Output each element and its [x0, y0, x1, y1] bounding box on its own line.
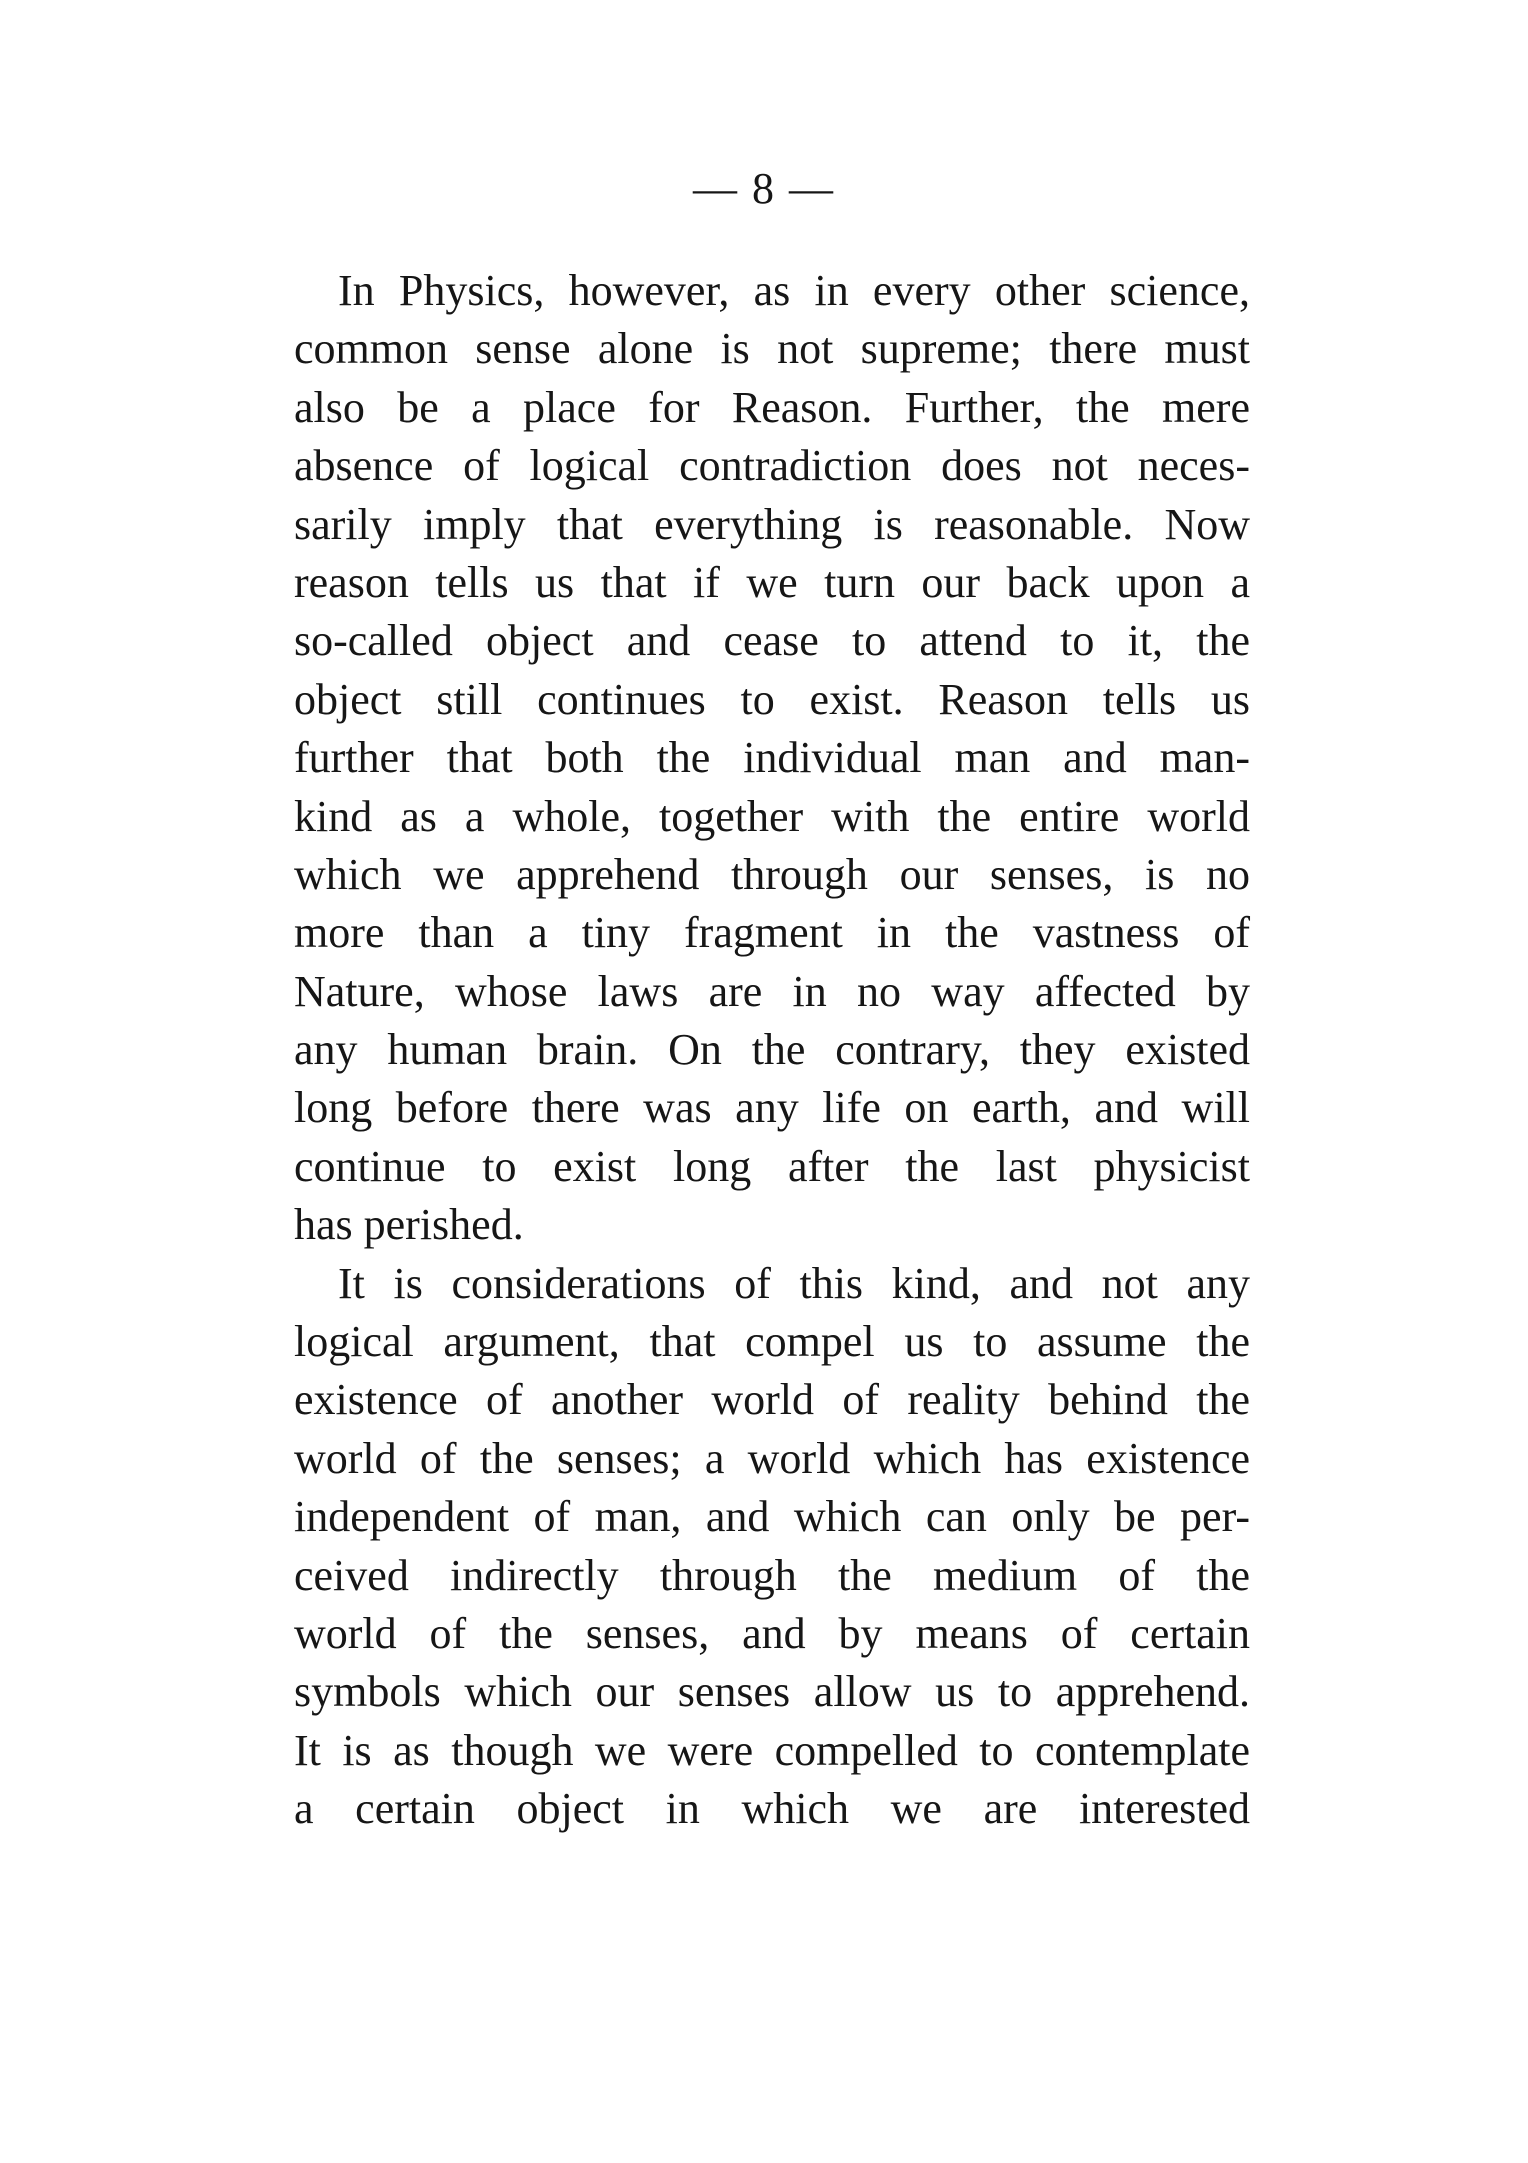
text-line: independent of man, and which can only be per-: [294, 1492, 1250, 1542]
text-line: absence of logical contradiction does not neces-: [294, 441, 1250, 491]
text-line: object still continues to exist. Reason tells us: [294, 674, 1250, 724]
text-line: world of the senses, and by means of certain: [294, 1608, 1250, 1658]
body-text: [294, 262, 1250, 1839]
text-line: so-called object and cease to attend to it, the: [294, 616, 1250, 666]
text-line: common sense alone is not supreme; there must: [294, 324, 1250, 374]
text-line: more than a tiny fragment in the vastness of: [294, 908, 1250, 958]
text-line: a certain object in which we are interested: [294, 1784, 1250, 1834]
text-line: logical argument, that compel us to assume the: [294, 1317, 1250, 1367]
text-line: Nature, whose laws are in no way affected by: [294, 966, 1250, 1016]
text-line: It is as though we were compelled to contemplate: [294, 1725, 1250, 1775]
text-line: which we apprehend through our senses, is no: [294, 849, 1250, 899]
text-line: further that both the individual man and man-: [294, 733, 1250, 783]
text-line: existence of another world of reality behind the: [294, 1375, 1250, 1425]
text-line: world of the senses; a world which has existence: [294, 1433, 1250, 1483]
text-line: It is considerations of this kind, and not any: [338, 1258, 1250, 1308]
text-line: reason tells us that if we turn our back upon a: [294, 557, 1250, 607]
page-number: — 8 —: [693, 164, 835, 213]
text-line: long before there was any life on earth, and will: [294, 1083, 1250, 1133]
paragraph-1: [294, 262, 1250, 1255]
text-line: symbols which our senses allow us to apprehend.: [294, 1667, 1250, 1717]
text-line: any human brain. On the contrary, they existed: [294, 1025, 1250, 1075]
text-line: continue to exist long after the last physicist: [294, 1141, 1250, 1191]
text-line: In Physics, however, as in every other science,: [338, 266, 1250, 315]
text-line: also be a place for Reason. Further, the mere: [294, 382, 1250, 432]
paragraph-2: [294, 1255, 1250, 1839]
text-line: ceived indirectly through the medium of the: [294, 1550, 1250, 1600]
text-line: has perished.: [294, 1200, 524, 1250]
text-line: kind as a whole, together with the entire world: [294, 791, 1250, 841]
text-line: sarily imply that everything is reasonable. Now: [294, 499, 1250, 549]
